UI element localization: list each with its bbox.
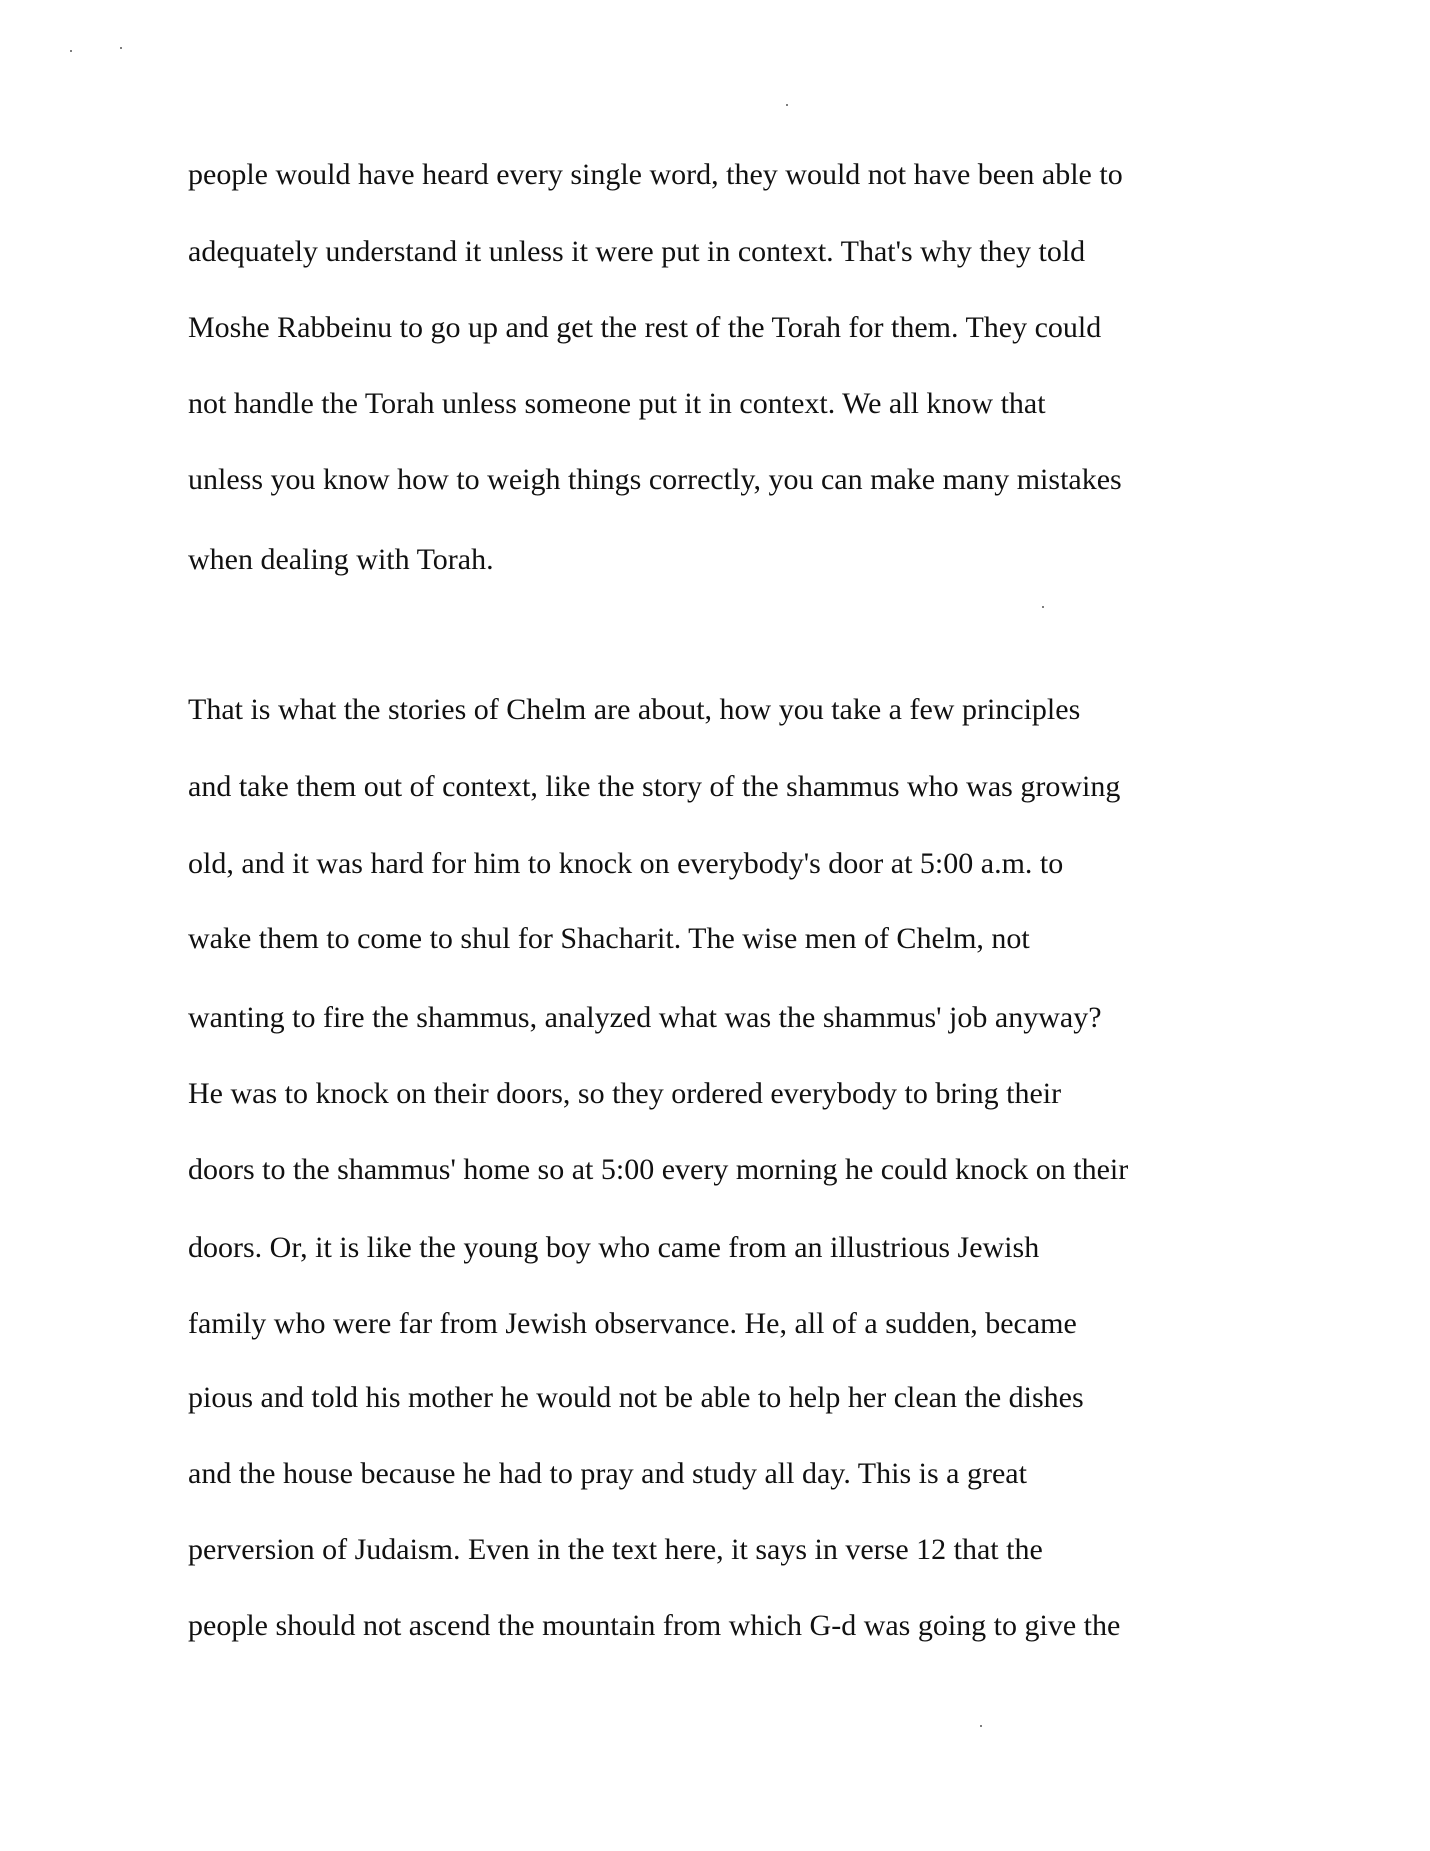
text-line: unless you know how to weigh things correctly, you can make many mistakes xyxy=(188,463,1122,496)
text-line: when dealing with Torah. xyxy=(188,543,494,576)
text-line: doors to the shammus' home so at 5:00 every morning he could knock on their xyxy=(188,1153,1129,1186)
text-line: pious and told his mother he would not be able to help her clean the dishes xyxy=(188,1381,1084,1414)
text-line: perversion of Judaism. Even in the text here, it says in verse 12 that the xyxy=(188,1533,1043,1566)
text-line: wanting to fire the shammus, analyzed what was the shammus' job anyway? xyxy=(188,1001,1102,1034)
scan-speck xyxy=(980,1725,982,1727)
text-line: doors. Or, it is like the young boy who came from an illustrious Jewish xyxy=(188,1231,1040,1264)
scan-speck xyxy=(120,47,122,49)
scan-speck xyxy=(70,50,72,52)
text-line: adequately understand it unless it were put in context. That's why they told xyxy=(188,235,1086,268)
text-line: He was to knock on their doors, so they ordered everybody to bring their xyxy=(188,1077,1062,1110)
scan-speck xyxy=(786,104,788,106)
text-line: people should not ascend the mountain from which G-d was going to give the xyxy=(188,1609,1121,1642)
text-line: Moshe Rabbeinu to go up and get the rest of the Torah for them. They could xyxy=(188,311,1102,344)
text-line: not handle the Torah unless someone put it in context. We all know that xyxy=(188,387,1046,420)
text-line: That is what the stories of Chelm are about, how you take a few principles xyxy=(188,693,1081,726)
text-line: old, and it was hard for him to knock on everybody's door at 5:00 a.m. to xyxy=(188,847,1064,880)
text-line: wake them to come to shul for Shacharit. The wise men of Chelm, not xyxy=(188,922,1030,955)
scan-speck xyxy=(1042,606,1044,608)
text-line: people would have heard every single word, they would not have been able to xyxy=(188,158,1123,191)
text-line: and the house because he had to pray and study all day. This is a great xyxy=(188,1457,1027,1490)
text-line: and take them out of context, like the story of the shammus who was growing xyxy=(188,770,1121,803)
text-line: family who were far from Jewish observance. He, all of a sudden, became xyxy=(188,1307,1077,1340)
